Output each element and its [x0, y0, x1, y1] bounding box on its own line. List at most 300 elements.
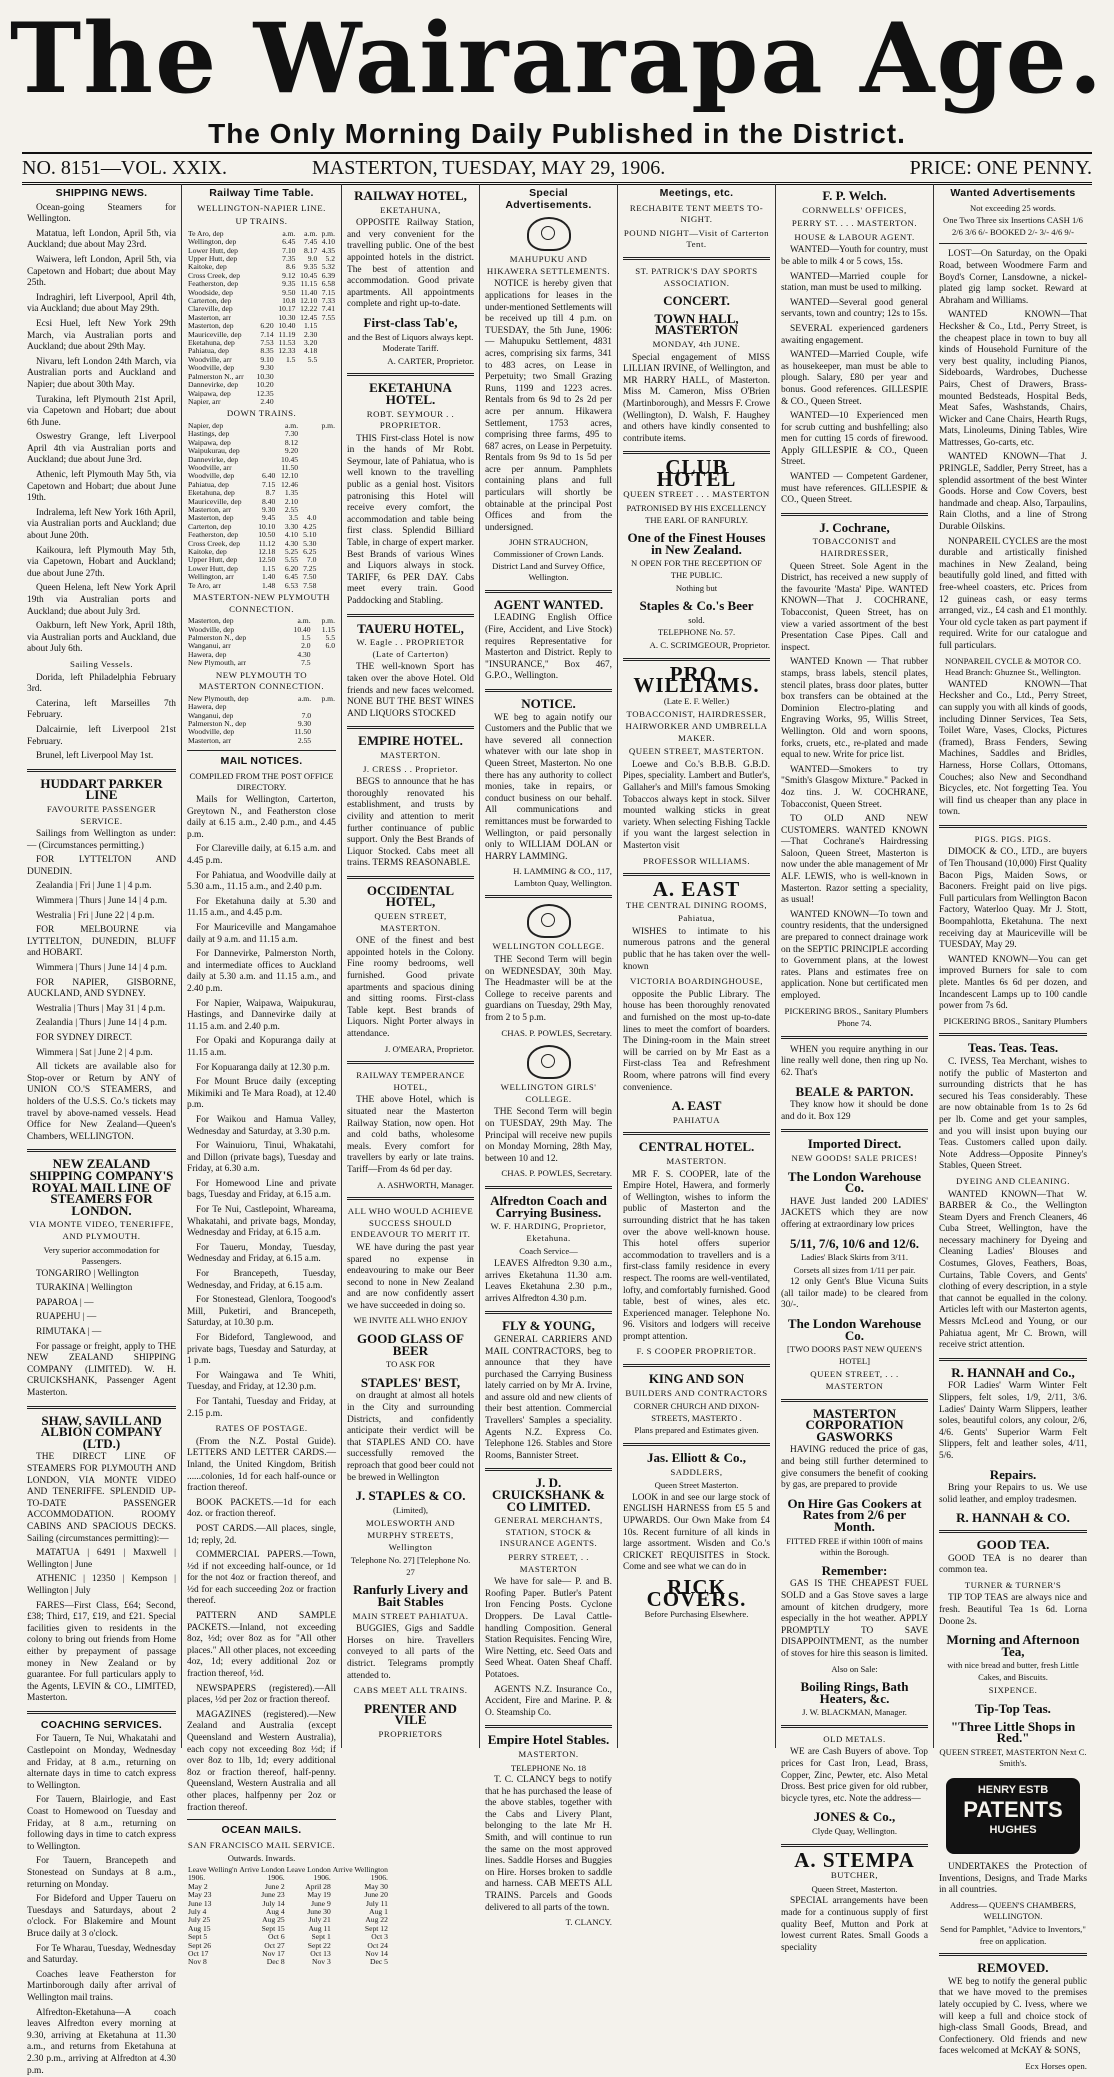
timetable-cell: 6.53: [284, 580, 299, 590]
timetable-cell: p.m.: [321, 420, 335, 430]
timetable-cell: [318, 331, 336, 339]
sailing-vessels-heading: Sailing Vessels.: [69, 658, 134, 669]
timetable-cell: New Plymouth, dep: [188, 693, 249, 703]
timetable-cell: Aug 25: [262, 1915, 285, 1925]
timetable-cell: 6.20: [284, 563, 299, 573]
timetable-cell: [275, 398, 297, 406]
timetable-cell: July 21: [308, 1915, 331, 1925]
huddart-routes: [27, 855, 176, 1059]
timetable-row: [187, 1950, 389, 1958]
welch-address: PERRY ST. . . . MASTERTON.: [791, 218, 918, 229]
timetable-cell: 4.25: [303, 521, 317, 531]
shaw-row: ATHENIC | 12350 | Kempson | Wellington | July: [27, 1574, 176, 1596]
ranfurly-text: BUGGIES, Gigs and Saddle Horses on hire. Travellers conveyed to all parts of the district. Telegrams promptly attended to.: [347, 1624, 474, 1681]
timetable-cell: 1.40: [261, 572, 276, 582]
timetable-cell: [253, 422, 276, 430]
timetable-cell: May 2: [188, 1881, 208, 1891]
timetable-cell: 12.10: [281, 471, 299, 481]
timetable-cell: [299, 481, 317, 489]
timetable-cell: 5.25: [284, 547, 299, 556]
timetable-cell: 5.30: [303, 538, 317, 548]
pro-williams-text: Loewe and Co.'s B.B.B. G.B.D. Pipes, speciality. Lambert and Butler's, Gallaher's and Mill's famous Smoking Tobaccos always kept in stock. Silver mounted walking sticks in great variety. When selecting Fishing Tackle if you want the largest selection in Masterton visit: [623, 759, 770, 851]
shipping-item: Ecsi Huel, left New York 29th March, via Australian ports and Auckland; due about 29th May.: [27, 318, 176, 353]
column-meetings: [618, 184, 776, 1748]
notice-text: WE beg to again notify our Customers and the Public that we have severed all connection whatever with our late shop in Queen Street, Masterton. No one there has any authority to collect monies, take in repairs, or conduct business on our behalf. All communications and remittances must be forwarded to Wellington, or paid personally only to WILLIAM DOLAN or HARRY LAMMING.: [485, 712, 612, 862]
beer-heading: GOOD GLASS OF BEER: [357, 1331, 464, 1358]
temperance-hotel-heading: RAILWAY TEMPERANCE HOTEL,: [356, 1070, 465, 1092]
girls-college-heading: WELLINGTON GIRLS' COLLEGE.: [500, 1082, 597, 1104]
beale-intro: WHEN you require anything in our line really well done, then ring up No. 62. That's: [781, 1044, 928, 1078]
timetable-cell: 6.58: [321, 279, 335, 289]
issue-number: NO. 8151—VOL. XXIX.: [22, 157, 227, 179]
timetable-cell: p.m.: [321, 693, 335, 703]
timetable-cell: 2.0: [301, 641, 311, 651]
timetable-cell: Masterton, arr: [188, 312, 232, 322]
timetable-cell: Waipawa, dep: [188, 437, 231, 447]
mail-item: For Wainuioru, Tinui, Whakatahi, and Dillon (private bags), Tuesday and Friday, at 6.30 a.m.: [187, 1141, 336, 1175]
timetable-cell: May 30: [364, 1881, 388, 1891]
timetable-cell: Dec 5: [369, 1957, 388, 1967]
beer-limited: (Limited),: [392, 1504, 429, 1515]
timetable-cell: Nov 8: [188, 1957, 207, 1967]
shipping-item: Kaikoura, left Plymouth May 5th, via Capetown, Hobart and Auckland; due about June 27th.: [27, 545, 176, 579]
timetable-cell: [317, 556, 336, 564]
shipping-item: Indralema, left New York 16th April, via Australian ports and Auckland; due about June 20th.: [27, 507, 176, 542]
alfredton-coach-heading: Alfredton Coach and Carrying Business.: [490, 1192, 607, 1220]
timetable-cell: 7.53: [260, 338, 274, 348]
timetable-cell: Pahiatua, dep: [188, 479, 229, 489]
welch-subheading: CORNWELLS' OFFICES,: [802, 204, 907, 215]
patents-logo: [946, 1778, 1080, 1854]
timetable-cell: [318, 373, 336, 381]
timetable-cell: Pahiatua, dep: [188, 346, 229, 356]
timetable-cell: 5.5: [307, 354, 318, 364]
elliott-heading: Jas. Elliott & Co.,: [647, 1450, 746, 1466]
price: PRICE: ONE PENNY.: [909, 157, 1092, 179]
settlements-heading: MAHUPUKU AND HIKAWERA SETTLEMENTS.: [486, 254, 611, 276]
coaching-item: For Bideford and Upper Taueru on Tuesdays and Saturdays, about 2 o'clock. For Blakemire and Mount Bruce daily at 3 o'clock.: [27, 1894, 176, 1939]
rick-covers-footer: Before Purchasing Elsewhere.: [644, 1609, 749, 1620]
timetable-cell: Palmerston N., dep: [188, 633, 247, 643]
timetable-row: [187, 1958, 389, 1966]
central-hotel-text: MR F. S. COOPER, late of the Empire Hotel, Hawera, and formerly of Wellington, wishes to inform the public of Masterton and the surrounding district that he has taken over the above well-known house. This hotel offers superior accommodation to travellers and is a first-class family residence in every respect. The rooms are well-ventilated, lofty, and comfortably furnished. Good table, best of wines, ales etc. Experienced manager. Telephone No. 96. Visitors and lodgers will receive prompt attention.: [623, 1169, 770, 1342]
stempa-subheading: BUTCHER,: [830, 1870, 879, 1881]
timetable-cell: 10.20: [256, 380, 274, 390]
timetable-cell: 12.45: [300, 312, 318, 322]
timetable-cell: 9.10: [260, 354, 274, 364]
huddart-route: Westralia | Fri | June 22 | 4 p.m.: [36, 910, 155, 921]
rates-item: MAGAZINES (registered).—New Zealand and Australia (except Queensland and Western Australia), each copy not exceeding 8oz ½d; if over 8oz to 1lb, 1d; every additional 8oz or fraction thereof, half-penny. Queensland, Western Australia and all other places, halfpenny per 2oz or fraction thereof.: [187, 1709, 336, 1813]
timetable-cell: Arrive Wellington: [332, 1864, 388, 1874]
shipping-item: Turakina, left Plymouth 21st April, via Capetown and Hobart; due about 6th June.: [27, 394, 176, 428]
huddart-heading: HUDDART PARKER LINE: [40, 775, 163, 803]
timetable-cell: [318, 322, 336, 330]
old-customers-text: TO OLD AND NEW CUSTOMERS. WANTED KNOWN—That Cochrane's Hairdressing Saloon, Queen Street, Masterton is now under the able management of Mr ALF. LEWIS, who is well-known in Masterton. Razor setting a speciality, as usual!: [781, 814, 928, 906]
timetable-cell: Nov 14: [365, 1949, 388, 1958]
timetable-cell: 12.10: [300, 296, 318, 306]
timetable-cell: 10.17: [278, 304, 296, 314]
timetable-cell: May 23: [188, 1890, 212, 1900]
timetable-cell: 10.50: [258, 530, 276, 540]
king-son-address: CORNER CHURCH AND DIXON-STREETS, MASTERTO .: [633, 1401, 760, 1423]
timetable-cell: Upper Hutt, dep: [188, 254, 238, 263]
cruickshank-list: We have for sale— P. and B. Roofing Paper. Butler's Patent Iron Fencing Posts. Cyclone Droppers. De Laval Cattle-handling Composition. General Station Requisites. Fencing Wire, Wire Netting, etc. Seed Oats and Seed Wheat. Oaten Sheaf Chaff. Potatoes.: [485, 1577, 612, 1680]
good-tea-company: TURNER & TURNER'S: [964, 1579, 1062, 1590]
timetable-cell: Sept 22: [307, 1940, 331, 1950]
timetable-cell: p.m.: [321, 228, 335, 238]
cochrane-subheading: TOBACCONIST and HAIRDRESSER,: [812, 536, 897, 559]
timetable-cell: 5.10: [303, 530, 317, 540]
nzs-footer: For passage or freight, apply to THE NEW ZEALAND SHIPPING COMPANY (LIMITED). W. H. CRUICKSHANK, Passenger Agent Masterton.: [27, 1341, 176, 1399]
timetable-cell: [312, 703, 336, 711]
hannah-heading: R. HANNAH and Co.,: [951, 1364, 1075, 1380]
timetable-cell: 2.40: [260, 396, 274, 406]
huddart-route: FOR MELBOURNE via LYTTELTON, DUNEDIN, BLUFF and HOBART.: [27, 925, 176, 959]
gasworks-also: Also on Sale:: [831, 1663, 878, 1674]
timetable-cell: [317, 498, 336, 506]
timetable-cell: [318, 356, 336, 364]
good-tea-tip: Tip-Top Teas.: [975, 1701, 1051, 1717]
timetable-cell: June 20: [364, 1890, 388, 1900]
timetable-cell: 10.30: [278, 312, 296, 322]
imported-company: The London Warehouse Co.: [787, 1168, 922, 1196]
timetable-cell: Wellington, arr: [188, 572, 234, 582]
column-welch: [776, 184, 934, 1953]
rates-item: PATTERN AND SAMPLE PACKETS.—Inland, not exceeding 8oz, ½d; over 8oz as for "All other places." All other places, not exceeding 4oz, 1d; every additional 2oz or fraction thereof, ½d.: [187, 1611, 336, 1680]
timetable-cell: 12.50: [258, 555, 276, 565]
central-hotel-heading: CENTRAL HOTEL.: [638, 1139, 755, 1155]
timetable-cell: [312, 712, 336, 720]
timetable-cell: [253, 297, 275, 305]
timetable-row: [187, 582, 336, 590]
timetable-cell: [312, 737, 336, 745]
coaching-list: [27, 1734, 176, 2077]
timetable-cell: Hawera, dep: [188, 702, 227, 712]
dateline: MASTERTON, TUESDAY, MAY 29, 1906.: [312, 157, 666, 179]
timetable-cell: [312, 720, 336, 728]
timetable-cell: [317, 531, 336, 539]
cochrane-heading: J. Cochrane,: [819, 519, 890, 535]
cruickshank-subheading: GENERAL MERCHANTS, STATION, STOCK & INSURANCE AGENTS.: [494, 1515, 603, 1549]
timetable-cell: 2.10: [284, 496, 299, 506]
meeting-rechabite: RECHABITE TENT MEETS TO-NIGHT.: [629, 202, 764, 225]
timetable-cell: Aug 1: [369, 1906, 388, 1916]
timetable-cell: 1.35: [284, 488, 299, 498]
alfredton-coach-proprietor: W. F. HARDING, Proprietor, Eketahuna.: [490, 1221, 607, 1243]
timetable-cell: [253, 230, 275, 238]
timetable-cell: Woodville, dep: [188, 363, 235, 373]
hecksher-text: WANTED KNOWN—That Hecksher and Co., Ltd., Perry Street, can supply you with all kinds of goods, including Dinner Services, Tea Sets, Toilet Ware, Vases, Clocks, Pictures (framed), Brass Fenders, Sewing Machines, Saddles and Bridles, Harness, Horse Collars, Ottomans, Couches; also New and Secondhand Bicycles, etc. Not forgetting Tea. You will find us cheaper than any place in town.: [939, 679, 1087, 818]
timetable-row: [187, 1900, 389, 1908]
timetable-cell: July 11: [366, 1898, 388, 1908]
timetable-cell: Oct 13: [310, 1949, 331, 1958]
ranfurly-heading: Ranfurly Livery and Bait Stables: [353, 1582, 468, 1609]
timetable-cell: 11.50: [281, 462, 299, 472]
mail-item: For Clareville daily, at 6.15 a.m. and 4.45 p.m.: [187, 844, 336, 867]
timetable-cell: Cross Creek, dep: [188, 538, 241, 548]
sailing-item: Dorida, left Philadelphia February 3rd.: [27, 672, 176, 695]
mail-item: For Mauriceville and Mangamahoe daily at 9 a.m. and 11.15 a.m.: [187, 923, 336, 945]
wanted-ads-note: Not exceeding 25 words.: [970, 202, 1056, 213]
timetable-cell: 11.15: [300, 279, 318, 289]
wanted-item: SEVERAL experienced gardeners awaiting engagement.: [781, 323, 928, 346]
furniture-text: WANTED KNOWN—That Hecksher & Co., Ltd., Perry Street, is the cheapest place in town to buy all kinds of Household Furniture of the very best quality, including Pianos, Sideboards, Wardrobes, Duchesse Pairs, Chest of Drawers, Brass-mounted Bedsteads, Hospital Beds, Meat Safes, Washstands, Chairs, Wicker and Cane Chairs, Hearth Rugs, Mats, Linoleums, Dining Tables, Wire Mattresses, Go-carts, etc.: [939, 310, 1087, 448]
occidental-hotel-text: ONE of the finest and best appointed hotels in the Colony. Fine roomy bedrooms, well furnished. Good private apartments and spacious dining and sitting rooms. First-class Table kept. Best brands of Liquors. Night Porter always in attendance.: [347, 936, 474, 1039]
central-hotel-place: MASTERTON.: [666, 1155, 727, 1166]
railway-hotel-heading: RAILWAY HOTEL,: [354, 188, 467, 203]
timetable-cell: 10.45: [281, 454, 299, 464]
timetable-cell: [253, 456, 276, 464]
removed-heading: REMOVED.: [977, 1960, 1049, 1976]
notice-signature: H. LAMMING & CO., 117, Lambton Quay, Wellington.: [513, 866, 612, 888]
coat-of-arms-icon: [527, 217, 571, 251]
empire-hotel-place: MASTERTON.: [380, 749, 441, 760]
repairs-text: Bring your Repairs to us. We use solid leather, and employ tradesmen.: [939, 1483, 1087, 1505]
timetable-cell: Oct 17: [188, 1949, 209, 1958]
timetable-cell: 4.10: [284, 530, 299, 540]
ocean-mails-table: [187, 1866, 389, 1967]
imported-text: HAVE Just landed 200 LADIES' JACKETS which they are now offering at extraordinary low prices: [781, 1196, 928, 1230]
timetable-cell: Woodville, dep: [188, 624, 235, 634]
huddart-route: FOR LYTTELTON AND DUNEDIN.: [27, 855, 176, 877]
timetable-row: [187, 1874, 389, 1882]
timetable-cell: a.m.: [282, 228, 296, 238]
huddart-text: Sailings from Wellington as under:— (Circumstances permitting.): [27, 829, 176, 851]
timetable-cell: 4.18: [303, 346, 318, 356]
timetable-row: [187, 1925, 389, 1933]
sailing-item: Caterina, left Marseilles 7th February.: [27, 698, 176, 721]
timetable-cell: Featherston, dep: [188, 530, 239, 540]
up-trains-table: [187, 230, 336, 407]
timetable-cell: Oct 6: [268, 1932, 285, 1942]
college-crest-icon: [527, 904, 571, 938]
timetable-cell: April 28: [305, 1881, 331, 1891]
club-hotel-beer: Staples & Co.'s Beer: [639, 598, 754, 614]
ocean-mails-heading: OCEAN MAILS.: [221, 1824, 302, 1837]
timetable-cell: [317, 523, 336, 531]
timetable-cell: Leave London: [286, 1864, 331, 1874]
timetable-cell: 9.50: [282, 287, 296, 297]
timetable-cell: 5.55: [284, 555, 299, 565]
timetable-cell: 3.30: [284, 521, 299, 531]
timetable-cell: Masterton, arr: [188, 735, 232, 745]
masthead: [0, 0, 1114, 150]
imported-skirts: Ladies' Black Skirts from 3/11.: [801, 1252, 908, 1263]
timetable-cell: 6.25: [303, 547, 317, 556]
railway-hotel-place: EKETAHUNA,: [380, 204, 441, 215]
mail-item: For Bideford, Tanglewood, and private bags, Tuesday and Saturday, at 1 p.m.: [187, 1333, 336, 1367]
timetable-cell: 9.30: [297, 719, 312, 729]
coaching-item: Alfredton-Eketahuna—A coach leaves Alfredton every morning at 9.30, arriving at Eketahuna at 11.30 a.m., and returns from Eketahuna at 2.30 p.m., arriving at Alfredton at 4.30 p.m.: [27, 2007, 176, 2076]
timetable-cell: 1.15: [321, 624, 335, 634]
timetable-cell: [299, 464, 317, 472]
pickering-phone: Phone 74.: [837, 1018, 872, 1029]
np-connection-table: [187, 695, 336, 745]
timetable-cell: [317, 464, 336, 472]
college-text: THE Second Term will begin on WEDNESDAY, 30th May. The Headmaster will be at the College to receive parents and guardians on Tuesday, 29th May, from 2 to 5 p.m.: [485, 955, 612, 1024]
teas-text: C. IVESS, Tea Merchant, wishes to notify the public of Masterton and surrounding districts that he has secured his Teas considerably. These are now obtainable from 1s to 2s 6d per lb. Come and get your samples, and you will insist upon buying our Teas. Customers called upon daily. Note Address—Opposite Pinney's Stables, Queen Street.: [939, 1056, 1087, 1172]
good-tea-text-3: with nice bread and butter, fresh Little Cakes, and Biscuits.: [947, 1660, 1079, 1682]
pro-williams-heading: PRO. WILLIAMS.: [633, 661, 760, 698]
timetable-cell: Eketahuna, dep: [188, 488, 235, 498]
timetable-cell: 1906.: [267, 1873, 285, 1883]
railway-hotel-liquor: and the Best of Liquors always kept. Moderate Tariff.: [347, 331, 474, 354]
railway-line: WELLINGTON-NAPIER LINE.: [197, 202, 326, 213]
huddart-route: Wimmera | Thurs | June 14 | 4 p.m.: [36, 963, 168, 974]
timetable-cell: 8.6: [285, 262, 296, 272]
old-metals-company: JONES & Co.,: [813, 1809, 896, 1825]
timetable-cell: a.m.: [298, 693, 312, 703]
beer-text: WE have during the past year spared no expense in endeavouring to make our Beer second to none in New Zealand and are now confidently assert we have succeeded in doing so.: [347, 1242, 474, 1311]
beer-invite: WE INVITE ALL WHO ENJOY: [353, 1315, 468, 1326]
timetable-row: [187, 1916, 389, 1924]
timetable-cell: 5.2: [325, 254, 335, 263]
timetable-cell: [317, 439, 336, 447]
timetable-cell: Oct 3: [371, 1932, 388, 1942]
notice-heading: NOTICE.: [521, 695, 576, 711]
connection-heading: MASTERTON-NEW PLYMOUTH CONNECTION.: [192, 592, 331, 614]
timetable-cell: New Plymouth, arr: [188, 658, 246, 668]
fly-young-heading: FLY & YOUNG,: [502, 1318, 595, 1334]
empire-stables-text: T. C. CLANCY begs to notify that he has purchased the lease of the above stables, together with the Cabs and Livery Plant, belonging to the late Mr H. Smith, and will continue to run the same on the most approved lines. Saddle Horses and Buggies on Hire. Horses broken to saddle and harness. CAB MEETS ALL TRAINS. Parcels and Goods delivered to all parts of the town.: [485, 1775, 612, 1913]
wanted-item: WANTED—10 Experienced men for scrub cutting and bushfelling; also men for cutting 15 cords of firewood. Apply GILLESPIE & CO., Queen Street.: [781, 411, 928, 468]
east-text: WISHES to intimate to his numerous patrons and the general public that he has taken over the well-known: [623, 926, 770, 972]
good-tea-text: GOOD TEA is no dearer than common tea.: [939, 1553, 1087, 1576]
timetable-cell: 11.50: [294, 727, 312, 737]
country-text: WANTED KNOWN—To town and country residents, that the undersigned are prepared to connect drainage work on the SEPTIC PRINCIPLE according to Government plans, at the lowest rates. Plans and estimates free on application. None but certificated men employed.: [781, 909, 928, 1001]
timetable-cell: May 19: [307, 1890, 331, 1900]
mail-item: For Opaki and Kopuranga daily at 11.15 a.m.: [187, 1036, 336, 1058]
imported-corsets: Corsets all sizes from 1/11 per pair.: [793, 1264, 916, 1275]
wanted-item: WANTED—Married Couple, wife as housekeeper, man must be able to plough. Salary, £80 per year and bonus. Good references. GILLESPIE & CO., Queen Street.: [781, 350, 928, 407]
stempa-heading: A. STEMPA: [794, 1847, 915, 1872]
beer-telephone: Telephone No. 27] [Telephone No. 27: [350, 1555, 471, 1577]
pigs-heading: PIGS. PIGS. PIGS.: [974, 833, 1052, 844]
agent-wanted-text: LEADING English Office (Fire, Accident, and Live Stock) requires Representative for Masterton and District. Reply to "INSURANCE," Box 467, G.P.O., Wellington.: [485, 613, 612, 682]
beer-intro: ALL WHO WOULD ACHIEVE SUCCESS SHOULD ENDEAVOUR TO MERIT IT.: [347, 1206, 474, 1240]
empire-hotel-text: BEGS to announce that he has thoroughly renovated his establishment, and trusts by civility and attention to merit further continuance of public support. Only the Best Brands of Liquor Stocked. Cabs meet all trains. TERMS REASONABLE.: [347, 777, 474, 869]
patents-logo-top: HENRY ESTB: [977, 1784, 1049, 1797]
concert-text: Special engagement of MISS LILLIAN IRVINE, of Wellington, and MR HARRY HALL, of Masterton. Miss M. Cameron, Miss O'Brien (Martinborough), and Messrs F. Crowe (Wellington), D. Walsh, F. Haughey and others have kindly consented to contribute items.: [623, 352, 770, 444]
timetable-cell: 1906.: [313, 1873, 331, 1883]
patents-text: UNDERTAKES the Protection of Inventions, Designs, and Trade Marks in all countries.: [939, 1862, 1087, 1896]
timetable-cell: [253, 238, 275, 246]
timetable-cell: [318, 381, 336, 389]
timetable-cell: 9.45: [261, 513, 276, 523]
timetable-row: [187, 1908, 389, 1916]
patents-logo-main: PATENTS: [963, 1797, 1063, 1823]
timetable-cell: Lower Hutt, dep: [188, 563, 238, 573]
timetable-cell: [317, 573, 336, 581]
timetable-cell: 10.30: [256, 371, 274, 381]
special-ads-heading: Special Advertisements.: [505, 187, 592, 211]
elliott-subheading: SADDLERS,: [670, 1466, 723, 1477]
eketahuna-hotel-heading: EKETAHUNA HOTEL.: [369, 380, 452, 407]
timetable-cell: [318, 347, 336, 355]
imported-prices: 5/11, 7/6, 10/6 and 12/6.: [790, 1235, 919, 1251]
gasworks-manager: J. W. BLACKMAN, Manager.: [802, 1707, 907, 1718]
imported-doors: [TWO DOORS PAST NEW QUEEN'S HOTEL]: [786, 1344, 923, 1366]
wanted-item: WANTED—Several good general servants, town and country; 12s to 15s.: [781, 297, 928, 320]
timetable-cell: [299, 498, 317, 506]
timetable-cell: Woodville, dep: [188, 727, 235, 737]
timetable-cell: 4.35: [321, 245, 335, 255]
timetable-cell: [317, 540, 336, 548]
timetable-cell: Kaitoke, dep: [188, 547, 227, 556]
timetable-cell: Wellington, dep: [188, 237, 237, 247]
railway-hotel-table: First-class Tab'e,: [363, 314, 458, 330]
pigs-text: DIMOCK & CO., LTD., are buyers of Ten Thousand (10,000) First Quality Bacon Pigs, Maiden Sows, or Baconers. Freight paid on live pigs. Full particulars from Wellington Bacon Factory, Waterloo Quay. Mr J. Stott, Boompahlotta, Eketahuna. The next receiving day at Mauriceville will be TUESDAY, May 29.: [939, 847, 1087, 951]
timetable-cell: [253, 305, 275, 313]
good-tea-shop: "Three Little Shops in Red.": [950, 1718, 1076, 1746]
shipping-item: Matatua, left London, April 5th, via Auckland; due about May 23rd.: [27, 228, 176, 251]
shaw-row: MATATUA | 6491 | Maxwell | Wellington | June: [27, 1548, 176, 1570]
alfredton-coach-text: LEAVES Alfredton 9.30 a.m., arrives Eketahuna 11.30 a.m. Leaves Eketahuna 2.30 p.m., arrives Alfredton 4.30 p.m.: [485, 1258, 612, 1304]
mail-item: For Waingawa and Te Whiti, Tuesday, and Friday, at 12.30 p.m.: [187, 1370, 336, 1393]
coaching-item: For Tauern, Brancepeth and Stonestead on Sundays at 8 a.m., returning on Monday.: [27, 1856, 176, 1890]
burners-signature: PICKERING BROS., Sanitary Plumbers: [943, 1015, 1087, 1026]
meeting-pound-night: POUND NIGHT—Visit of Carterton Tent.: [623, 227, 770, 250]
column-hotels: [342, 184, 480, 1748]
coaching-heading: COACHING SERVICES.: [40, 1718, 163, 1731]
east-place: Pahiatua,: [678, 913, 715, 924]
welch-kind: HOUSE & LABOUR AGENT.: [794, 231, 915, 242]
huddart-route: FOR NAPIER, GISBORNE, AUCKLAND, AND SYDNEY.: [27, 977, 176, 1000]
timetable-cell: Oct 24: [367, 1940, 388, 1950]
timetable-cell: 2.30: [303, 329, 318, 339]
timetable-cell: 1906.: [370, 1873, 388, 1883]
imported-gent: 12 only Gent's Blue Vicuna Suits (all tailor made) to be cleared from 30/-.: [781, 1277, 928, 1311]
rates-item: POST CARDS.—All places, single, 1d; reply, 2d.: [187, 1523, 336, 1546]
beale-heading: BEALE & PARTON.: [795, 1083, 914, 1099]
timetable-cell: p.m.: [321, 616, 335, 626]
shaw-heading: SHAW, SAVILL AND ALBION COMPANY (LTD.): [40, 1412, 163, 1451]
timetable-cell: [299, 439, 317, 447]
timetable-cell: Aug 22: [365, 1915, 388, 1925]
mail-item: For Napier, Waipawa, Waipukurau, Hastings, and Dannevirke daily at 11.15 a.m. and 2.40 p.m.: [187, 998, 336, 1032]
timetable-cell: 3.20: [303, 338, 318, 348]
nzs-row: RIMUTAKA | —: [36, 1327, 102, 1338]
timetable-cell: 12.46: [281, 479, 299, 489]
hannah-signature: R. HANNAH & CO.: [956, 1510, 1070, 1526]
timetable-cell: [318, 390, 336, 398]
railway-hotel-text: OPPOSITE Railway Station, and very convenient for the travelling public. One of the best appointed hotels in the district. The best of attention and accommodation. Good private apartments. All appointments complete and right up-to-date.: [347, 218, 474, 310]
mail-item: For Homewood Line and private bags, Tuesday and Friday, at 6.15 a.m.: [187, 1178, 336, 1201]
timetable-cell: 6.45: [282, 237, 296, 247]
timetable-cell: 9.35: [282, 279, 296, 289]
timetable-cell: [275, 390, 297, 398]
timetable-cell: [312, 659, 336, 667]
club-hotel-patron: PATRONISED BY HIS EXCELLENCY THE EARL OF RANFURLY.: [626, 503, 767, 525]
coaching-item: For Tauern, Blairlogie, and East Coast to Homewood on Tuesday and Friday, at 8 a.m., returning on following days in time to catch express to Wellington.: [27, 1795, 176, 1852]
eketahuna-hotel-text: THIS First-class Hotel is now in the hands of Mr Robt. Seymour, late of Pahiatua, who is well known to the travelling public as a genial host. Visitors patronising this Hotel will receive every comfort, the accommodation and table being first class. Splendid Billiard Table, in charge of expert marker. Best Brands of various Wines and Liquors always in stock. TARIFF, 6s PER DAY. Cabs meet every train. Good Paddocking and Stabling.: [347, 433, 474, 606]
beer-address: MOLESWORTH AND MURPHY STREETS, Wellington: [365, 1518, 456, 1552]
settlements-signature: JOHN STRAUCHON, Commissioner of Crown Lands. District Land and Survey Office, Wellington.: [492, 537, 605, 583]
timetable-cell: June 2: [265, 1881, 285, 1891]
east-signature-place: PAHIATUA: [672, 1114, 721, 1125]
shaw-footer: FARES—First Class, £64; Second, £38; Third, £17, £19, and £21. Special facilities given to residents in the colony to bring out friends from Home either by prepayment of passage money in New Zealand or by guarantee. For full particulars apply to the Agents, LEVIN & CO., LIMITED, Masterton.: [27, 1600, 176, 1704]
mail-item: For Brancepeth, Tuesday, Wednesday, and Friday, at 6.15 a.m.: [187, 1269, 336, 1291]
shipping-item: Oswestry Grange, left Liverpool April 4th via Australian ports and Auckland; due about June 3rd.: [27, 432, 176, 466]
coaching-item: For Tauern, Te Nui, Whakatahi and Castlepoint on Monday, Wednesday and Friday, at 8 a.m., returning on alternate days in time to catch express to Wellington.: [27, 1734, 176, 1791]
timetable-cell: Mauriceville, dep: [188, 329, 242, 339]
shipping-item: Indraghiri, left Liverpool, April 4th, via Auckland; due about May 29th.: [27, 292, 176, 315]
timetable-cell: Sept 12: [364, 1923, 388, 1933]
timetable-cell: Palmerston N., arr: [188, 371, 244, 381]
sailing-item: Brunel, left Liverpool May 1st.: [36, 751, 154, 762]
timetable-cell: 12.18: [258, 547, 276, 556]
taueru-hotel-proprietor: W. Eagle . . PROPRIETOR (Late of Carterton): [356, 637, 465, 659]
